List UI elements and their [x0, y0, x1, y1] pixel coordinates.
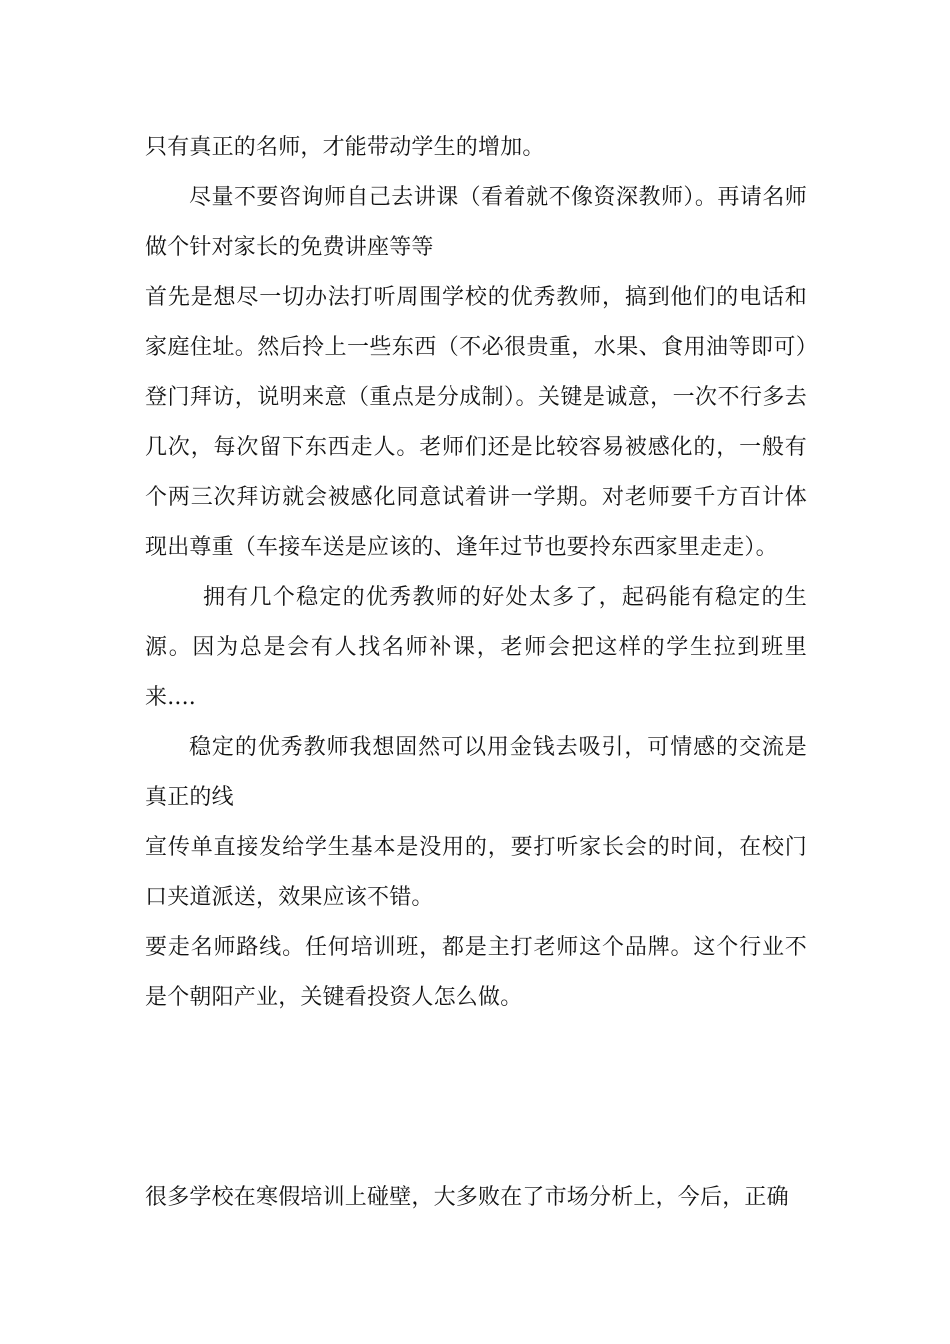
blank-space: [145, 1023, 807, 1173]
paragraph-6: 宣传单直接发给学生基本是没用的，要打听家长会的时间，在校门口夹道派送，效果应该不错。: [145, 835, 807, 910]
paragraph-4: 拥有几个稳定的优秀教师的好处太多了，起码能有稳定的生源。因为总是会有人找名师补课，老师会把这样的学生拉到班里来....: [145, 585, 807, 710]
paragraph-3: 首先是想尽一切办法打听周围学校的优秀教师，搞到他们的电话和家庭住址。然后拎上一些东西（不必很贵重，水果、食用油等即可）登门拜访，说明来意（重点是分成制）。关键是诚意，一次不行多去几次，每次留下东西走人。老师们还是比较容易被感化的，一般有个两三次拜访就会被感化同意试着讲一学期。对老师要千方百计体现出尊重（车接车送是应该的、逢年过节也要拎东西家里走走）。: [145, 285, 807, 560]
paragraph-1: 只有真正的名师，才能带动学生的增加。: [145, 135, 545, 160]
paragraph-2: 尽量不要咨询师自己去讲课（看着就不像资深教师）。再请名师做个针对家长的免费讲座等等: [145, 185, 807, 260]
paragraph-7: 要走名师路线。任何培训班，都是主打老师这个品牌。这个行业不是个朝阳产业，关键看投资人怎么做。: [145, 935, 807, 1010]
document-body: [145, 123, 807, 1223]
paragraph-5: 稳定的优秀教师我想固然可以用金钱去吸引，可情感的交流是真正的线: [145, 735, 807, 810]
paragraph-8: 很多学校在寒假培训上碰壁，大多败在了市场分析上，今后，正确: [145, 1185, 789, 1210]
